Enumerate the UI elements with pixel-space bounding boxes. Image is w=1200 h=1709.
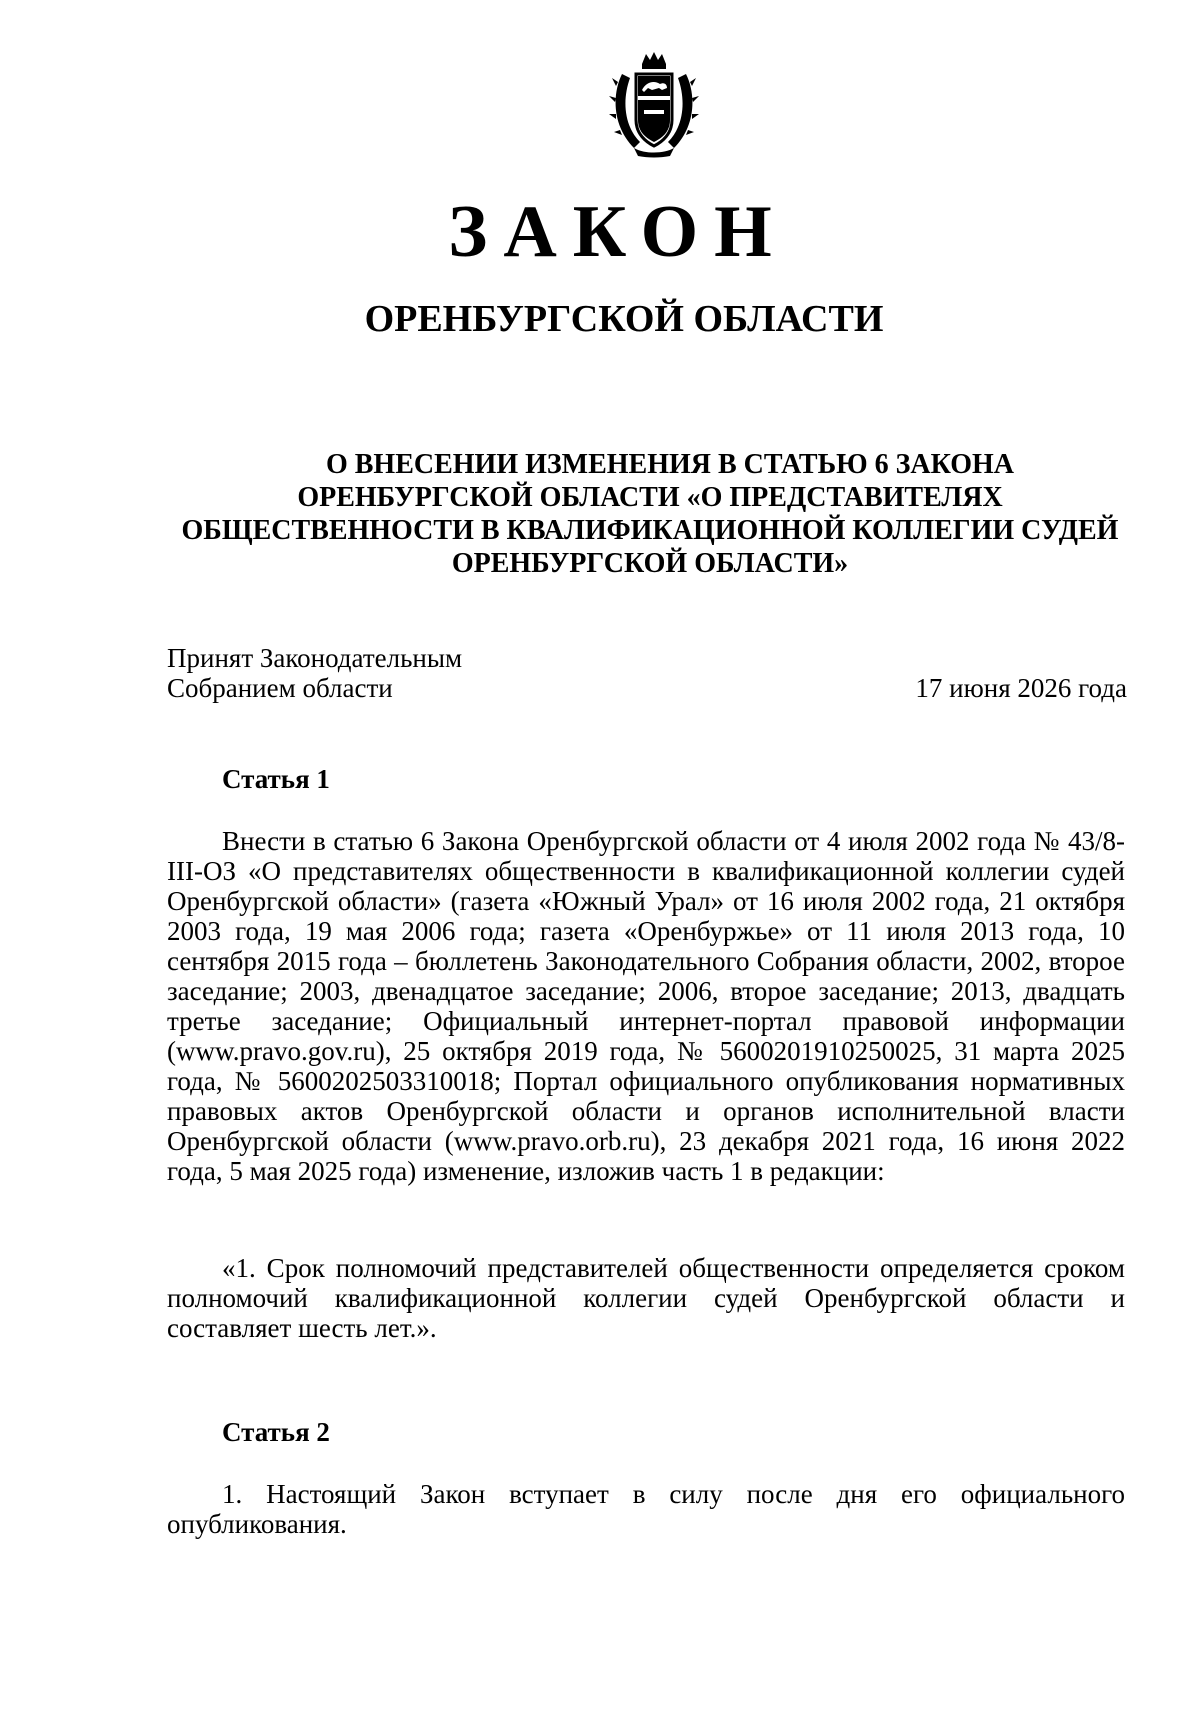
article-1-paragraph-1: Внести в статью 6 Закона Оренбургской области от 4 июля 2002 года № 43/8-III-ОЗ «О представителях общественности в квалификационной коллегии судей Оренбургской области» (газета «Южный Урал» от 16 июля 2002 года, 21 октября 2003 года, 19 мая 2006 года; газета «Оренбуржье» от 11 июля 2013 года, 10 сентября 2015 года – бюллетень Законодательного Собрания области, 2002, второе заседание; 2003, двенадцатое заседание; 2006, второе заседание; 2013, двадцать третье заседание; Официальный интернет-портал правовой информации (www.pravo.gov.ru), 25 октября 2019 года, № 5600201910250025, 31 марта 2025 года, № 5600202503310018; Портал официального опубликования нормативных правовых актов Оренбургской области и органов исполнительной власти Оренбургской области (www.pravo.orb.ru), 23 декабря 2021 года, 16 июня 2022 года, 5 мая 2025 года) изменение, изложив часть 1 в редакции: [167,826,1125,1186]
document-title: ЗАКОН [448,191,788,273]
article-2-heading: Статья 2 [222,1417,330,1447]
coat-of-arms-icon [604,50,704,158]
adoption-line-1: Принят Законодательным [167,643,463,673]
document-subtitle: ОРЕНБУРГСКОЙ ОБЛАСТИ [364,298,884,340]
adoption-block [167,643,1127,703]
law-title: О ВНЕСЕНИИ ИЗМЕНЕНИЯ В СТАТЬЮ 6 ЗАКОНА ОРЕНБУРГСКОЙ ОБЛАСТИ «О ПРЕДСТАВИТЕЛЯХ ОБЩЕСТВЕННОСТИ В КВАЛИФИКАЦИОННОЙ КОЛЛЕГИИ СУДЕЙ ОРЕНБУРГСКОЙ ОБЛАСТИ» [181,449,1119,579]
article-1-heading: Статья 1 [222,764,330,794]
article-2-paragraph-1: 1. Настоящий Закон вступает в силу после дня его официального опубликования. [167,1479,1125,1539]
article-1-paragraph-2: «1. Срок полномочий представителей общественности определяется сроком полномочий квалификационной коллегии судей Оренбургской области и составляет шесть лет.». [167,1253,1125,1343]
adoption-date: 17 июня 2026 года [915,673,1127,703]
adoption-line-2: Собранием области [167,673,393,703]
